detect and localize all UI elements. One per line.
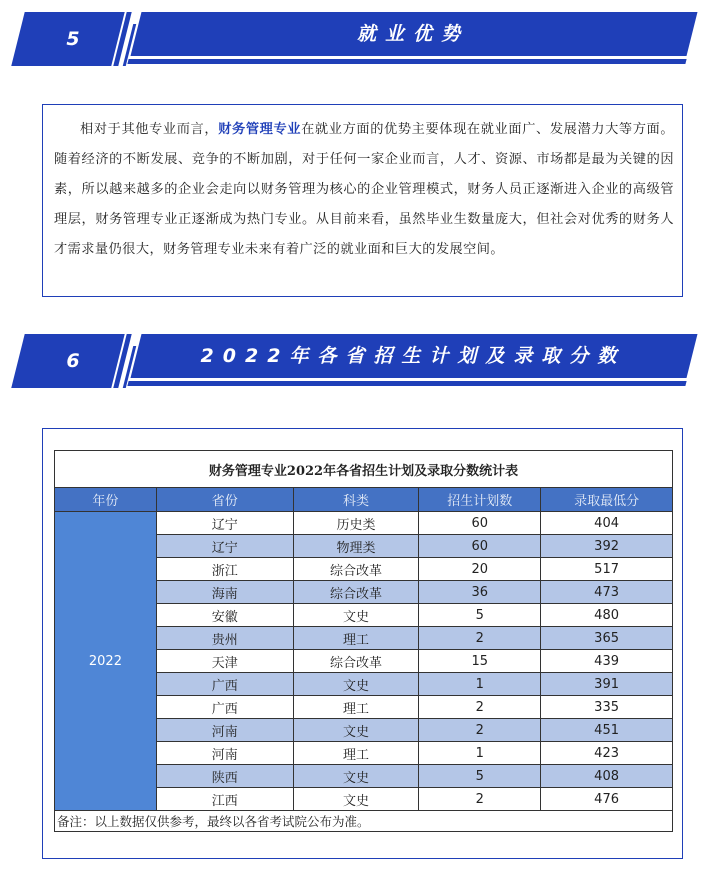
- plan-cell: 2: [419, 719, 541, 742]
- header-min-score: 录取最低分: [541, 488, 673, 512]
- province-cell: 河南: [156, 742, 293, 765]
- category-cell: 文史: [293, 673, 419, 696]
- header-plan: 招生计划数: [419, 488, 541, 512]
- province-cell: 安徽: [156, 604, 293, 627]
- category-cell: 历史类: [293, 512, 419, 535]
- min-score-cell: 451: [541, 719, 673, 742]
- min-score-cell: 365: [541, 627, 673, 650]
- table-row: [55, 512, 673, 535]
- admission-score-table: [54, 450, 673, 832]
- table-note: 备注：以上数据仅供参考，最终以各省考试院公布为准。: [55, 811, 673, 832]
- province-cell: 江西: [156, 788, 293, 811]
- province-cell: 陕西: [156, 765, 293, 788]
- category-cell: 物理类: [293, 535, 419, 558]
- min-score-cell: 335: [541, 696, 673, 719]
- major-name-highlight: 财务管理专业: [218, 122, 302, 137]
- category-cell: 理工: [293, 696, 419, 719]
- category-cell: 文史: [293, 719, 419, 742]
- min-score-cell: 404: [541, 512, 673, 535]
- min-score-cell: 476: [541, 788, 673, 811]
- category-cell: 理工: [293, 742, 419, 765]
- plan-cell: 60: [419, 512, 541, 535]
- plan-cell: 2: [419, 788, 541, 811]
- province-cell: 河南: [156, 719, 293, 742]
- province-cell: 辽宁: [156, 512, 293, 535]
- min-score-cell: 439: [541, 650, 673, 673]
- min-score-cell: 392: [541, 535, 673, 558]
- table-caption: 财务管理专业2022年各省招生计划及录取分数统计表: [55, 451, 673, 488]
- category-cell: 理工: [293, 627, 419, 650]
- section-title-underline: [127, 381, 686, 386]
- province-cell: 广西: [156, 696, 293, 719]
- year-cell: 2022: [55, 512, 157, 811]
- min-score-cell: 517: [541, 558, 673, 581]
- province-cell: 辽宁: [156, 535, 293, 558]
- category-cell: 文史: [293, 604, 419, 627]
- plan-cell: 36: [419, 581, 541, 604]
- plan-cell: 2: [419, 696, 541, 719]
- plan-cell: 1: [419, 673, 541, 696]
- section-number: 5: [66, 28, 80, 50]
- min-score-cell: 423: [541, 742, 673, 765]
- section-5-banner: [0, 8, 722, 70]
- section-title: 2022年各省招生计划及录取分数: [200, 345, 626, 367]
- admission-table-box: [42, 428, 683, 859]
- province-cell: 海南: [156, 581, 293, 604]
- employment-advantage-box: [42, 104, 683, 297]
- plan-cell: 20: [419, 558, 541, 581]
- province-cell: 浙江: [156, 558, 293, 581]
- min-score-cell: 473: [541, 581, 673, 604]
- category-cell: 综合改革: [293, 558, 419, 581]
- plan-cell: 60: [419, 535, 541, 558]
- plan-cell: 2: [419, 627, 541, 650]
- section-number: 6: [66, 350, 80, 372]
- category-cell: 综合改革: [293, 581, 419, 604]
- min-score-cell: 480: [541, 604, 673, 627]
- employment-advantage-paragraph: [54, 115, 674, 265]
- paragraph-body: 在就业方面的优势主要体现在就业面广、发展潜力大等方面。随着经济的不断发展、竞争的不断加剧，对于任何一家企业而言，人才、资源、市场都是最为关键的因素，所以越来越多的企业会走向以财务管理为核心的企业管理模式，财务人员正逐渐进入企业的高级管理层，财务管理专业正逐渐成为热门专业。从目前来看，虽然毕业生数量庞大，但社会对优秀的财务人才需求量仍很大，财务管理专业未来有着广泛的就业面和巨大的发展空间。: [54, 122, 675, 257]
- plan-cell: 5: [419, 604, 541, 627]
- category-cell: 文史: [293, 765, 419, 788]
- header-province: 省份: [156, 488, 293, 512]
- header-year: 年份: [55, 488, 157, 512]
- province-cell: 天津: [156, 650, 293, 673]
- min-score-cell: 391: [541, 673, 673, 696]
- category-cell: 综合改革: [293, 650, 419, 673]
- header-category: 科类: [293, 488, 419, 512]
- section-title-underline: [127, 59, 686, 64]
- province-cell: 贵州: [156, 627, 293, 650]
- section-6-banner: [0, 330, 722, 392]
- plan-cell: 5: [419, 765, 541, 788]
- category-cell: 文史: [293, 788, 419, 811]
- plan-cell: 15: [419, 650, 541, 673]
- section-title: 就业优势: [356, 23, 469, 45]
- plan-cell: 1: [419, 742, 541, 765]
- paragraph-lead: 相对于其他专业而言，: [80, 122, 219, 137]
- min-score-cell: 408: [541, 765, 673, 788]
- province-cell: 广西: [156, 673, 293, 696]
